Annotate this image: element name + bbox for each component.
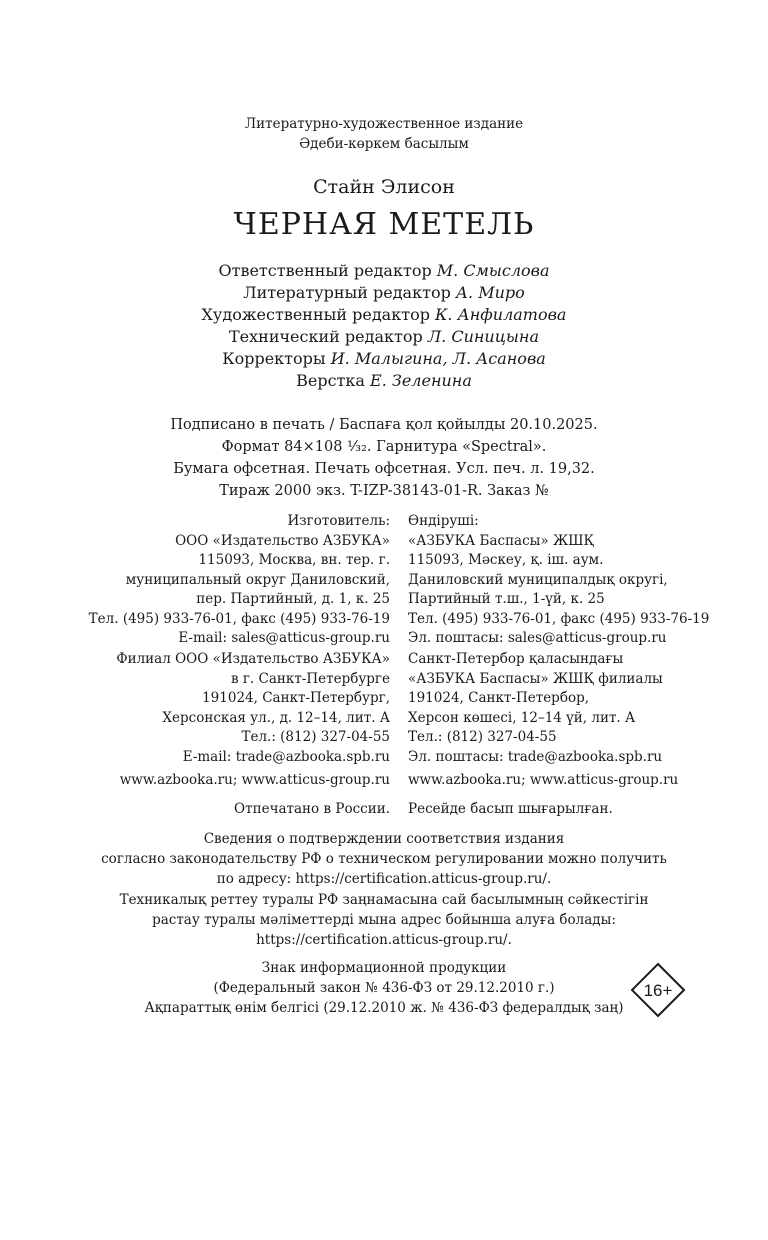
certification-line[interactable]: https://certification.atticus-group.ru/. [256, 932, 512, 948]
manufacturer-line: муниципальный округ Даниловский, [125, 571, 390, 588]
header-line-2: Әдеби-көркем басылым [299, 136, 469, 152]
credit-line [0, 282, 768, 304]
credit-name: А. Миро [455, 283, 525, 302]
credits [0, 260, 768, 392]
certification-line: растау туралы мәліметтерді мына адрес бойынша алуға болады: [152, 912, 616, 928]
credit-name: М. Смыслова [436, 261, 550, 280]
branch-line: Херсонская ул., д. 12–14, лит. А [162, 709, 390, 726]
credit-line [0, 326, 768, 348]
credit-role: Корректоры [222, 349, 331, 368]
credit-role: Верстка [296, 371, 371, 390]
author-name: Стайн Элисон [313, 176, 455, 198]
age-rating-badge [630, 962, 686, 1018]
certification-kz [0, 890, 768, 950]
manufacturer-line: Партийный т.ш., 1-үй, к. 25 [408, 591, 605, 607]
certification-ru [0, 829, 768, 889]
print-format: Формат 84×108 ¹⁄₃₂. Гарнитура «Spectral». [221, 439, 547, 455]
manufacturer-line: ООО «Издательство АЗБУКА» [175, 532, 390, 549]
manufacturer-line: 115093, Москва, вн. тер. г. [198, 552, 390, 568]
branch-line: Тел.: (812) 327-04-55 [408, 729, 557, 745]
print-paper: Бумага офсетная. Печать офсетная. Усл. печ. л. 19,32. [173, 461, 595, 477]
credit-role: Литературный редактор [243, 283, 456, 302]
credit-line [0, 348, 768, 370]
manufacturer-line: пер. Партийный, д. 1, к. 25 [196, 591, 390, 607]
branch-ru [116, 650, 390, 767]
manufacturer-line: Даниловский муниципалдық округі, [408, 571, 668, 588]
book-title: ЧЕРНАЯ МЕТЕЛЬ [233, 207, 535, 242]
branch-line[interactable]: Эл. поштасы: trade@azbooka.spb.ru [408, 748, 663, 765]
certification-line: Сведения о подтверждении соответствия издания [203, 831, 565, 847]
branch-line: 191024, Санкт-Петербург, [202, 690, 390, 706]
branch-line[interactable]: E-mail: trade@azbooka.spb.ru [182, 748, 390, 765]
manufacturer-line: Тел. (495) 933-76-01, факс (495) 933-76-19 [88, 610, 390, 627]
manufacturer-line: Өндіруші: [408, 513, 479, 529]
branch-line: Тел.: (812) 327-04-55 [241, 729, 390, 745]
credit-role: Ответственный редактор [218, 261, 437, 280]
credit-line [0, 260, 768, 282]
print-signed: Подписано в печать / Баспаға қол қойылды 20.10.2025. [170, 417, 598, 433]
branch-kz [408, 650, 663, 767]
manufacturer-ru [89, 512, 390, 649]
credit-role: Технический редактор [228, 327, 428, 346]
manufacturer-line: Изготовитель: [287, 513, 390, 529]
header-line-1: Литературно-художественное издание [244, 116, 524, 132]
info-mark-line: Знак информационной продукции [261, 960, 507, 976]
websites-kz[interactable]: www.azbooka.ru; www.atticus-group.ru [408, 772, 679, 788]
manufacturer-kz [408, 512, 709, 649]
branch-line: в г. Санкт-Петербурге [230, 670, 390, 687]
branch-line: 191024, Санкт-Петербор, [408, 690, 590, 706]
info-mark-line: (Федеральный закон № 436-ФЗ от 29.12.2010 г.) [213, 980, 555, 996]
credit-role: Художественный редактор [201, 305, 436, 324]
manufacturer-line[interactable]: Эл. поштасы: sales@atticus-group.ru [408, 630, 667, 646]
branch-line: Херсон көшесі, 12–14 үй, лит. А [408, 709, 636, 726]
print-run: Тираж 2000 экз. T-IZP-38143-01-R. Заказ № [219, 483, 549, 499]
manufacturer-line: «АЗБУКА Баспасы» ЖШҚ [408, 532, 594, 549]
manufacturer-line: Тел. (495) 933-76-01, факс (495) 933-76-19 [408, 610, 710, 627]
credit-name: Л. Синицына [427, 327, 539, 346]
credit-name: И. Малыгина, Л. Асанова [330, 349, 546, 368]
branch-line: Санкт-Петербор қаласындағы [408, 651, 624, 667]
websites-ru[interactable]: www.azbooka.ru; www.atticus-group.ru [119, 772, 390, 788]
credit-name: К. Анфилатова [435, 305, 567, 324]
branch-line: «АЗБУКА Баспасы» ЖШҚ филиалы [408, 670, 663, 687]
printed-in-kz: Ресейде басып шығарылған. [408, 801, 613, 817]
age-rating-label: 16+ [643, 981, 673, 1000]
info-mark-line: Ақпараттық өнім белгісі (29.12.2010 ж. № 436-ФЗ федералдық заң) [144, 1000, 624, 1016]
manufacturer-line: 115093, Мәскеу, қ. іш. аум. [408, 552, 604, 568]
credit-line [0, 370, 768, 392]
credit-line [0, 304, 768, 326]
manufacturer-line[interactable]: E-mail: sales@atticus-group.ru [178, 630, 390, 646]
certification-line: согласно законодательству РФ о техническом регулировании можно получить [101, 851, 667, 867]
credit-name: Е. Зеленина [370, 371, 472, 390]
certification-line: Техникалық реттеу туралы РФ заңнамасына сай басылымның сәйкестігін [119, 892, 649, 908]
branch-line: Филиал ООО «Издательство АЗБУКА» [116, 651, 390, 667]
printed-in-ru: Отпечатано в России. [234, 801, 390, 817]
certification-line[interactable]: по адресу: https://certification.atticus-group.ru/. [216, 871, 552, 887]
